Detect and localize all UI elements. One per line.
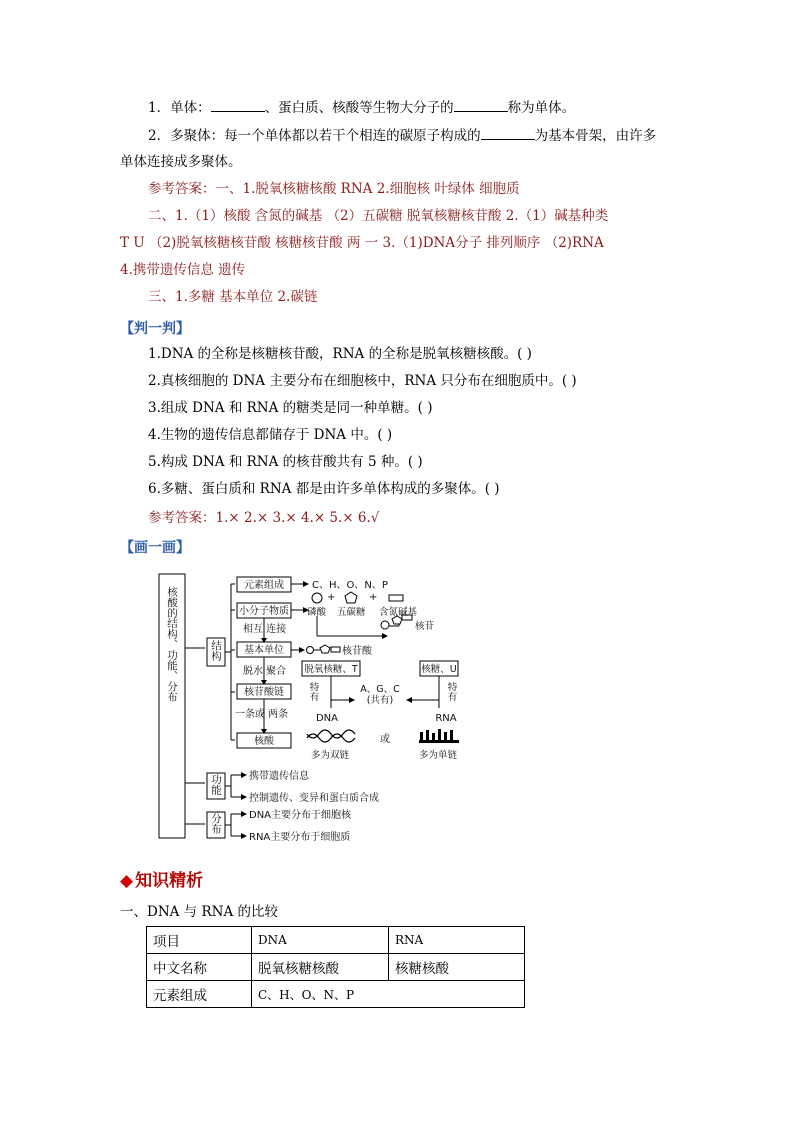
answer-line-4: 4.携带遗传信息 遗传 — [120, 262, 246, 278]
answer-line-3: T U （2)脱氧核糖核苷酸 核糖核苷酸 两 一 3.（1)DNA分子 排列顺序 （2)RNA — [120, 235, 604, 251]
root-label: 核酸的结构、功能、分布 — [166, 586, 178, 702]
double-strand-label: 多为双链 — [310, 750, 350, 761]
intro-text: 称为单体。 — [507, 100, 576, 116]
rna-single-strand-icon — [419, 729, 459, 743]
shared-label: (共有) — [366, 695, 394, 706]
function-item-2: 控制遗传、变异和蛋白质合成 — [249, 793, 379, 804]
table-cell: 中文名称 — [147, 954, 252, 981]
small-molecule-label: 小分子物质 — [239, 606, 289, 617]
plus-sign: + — [369, 592, 378, 603]
intro-text: 、蛋白质、核酸等生物大分子的 — [264, 100, 454, 116]
base-icon — [331, 647, 340, 652]
comparison-table — [146, 926, 525, 1008]
table-cell: RNA — [389, 927, 525, 954]
answer-line-2: 二、1.（1）核酸 含氮的碱基 （2）五碳糖 脱氧核糖核苷酸 2.（1）碱基种类 — [148, 208, 609, 224]
rna-label: RNA — [435, 713, 457, 724]
section-heading — [120, 866, 203, 891]
function-label: 功能 — [210, 774, 222, 795]
shared-bases-label: A、G、C — [360, 684, 400, 695]
judge-item: 3.组成 DNA 和 RNA 的糖类是同一种单糖。( ) — [148, 400, 433, 416]
judge-item: 2.真核细胞的 DNA 主要分布在细胞核中，RNA 只分布在细胞质中。( ) — [148, 373, 577, 389]
connect-label: 相互 连接 — [243, 624, 287, 635]
nucleic-acid-concept-map — [157, 570, 557, 845]
basic-unit-label: 基本单位 — [244, 645, 284, 656]
table-cell: 脱氧核糖核酸 — [252, 954, 389, 981]
intro-text: 2．多聚体：每一个单体都以若干个相连的碳原子构成的 — [148, 128, 481, 144]
dna-label: DNA — [315, 713, 339, 724]
fill-blank[interactable] — [211, 97, 265, 112]
nucleotide-label: 核苷酸 — [342, 646, 372, 657]
table-cell: 项目 — [147, 927, 252, 954]
section-heading-text: 知识精析 — [135, 871, 204, 891]
answer-line-1: 参考答案：一、1.脱氧核糖核酸 RNA 2.细胞核 叶绿体 细胞质 — [148, 181, 520, 197]
distribution-label: 分布 — [210, 813, 222, 834]
pentose-icon — [320, 645, 330, 653]
table-row — [147, 954, 525, 981]
answer-line-5: 三、1.多糖 基本单位 2.碳链 — [148, 289, 318, 305]
dehydrate-label: 脱水 聚合 — [243, 666, 287, 677]
ribose-label: 核糖、U — [421, 664, 457, 675]
structure-label: 结构 — [210, 640, 222, 661]
draw-tag: 【画一画】 — [120, 540, 190, 556]
nucleoside-label: 核苷 — [415, 621, 435, 632]
dna-specific-label: 特有 — [307, 682, 319, 701]
base-icon — [389, 595, 403, 601]
table-cell: DNA — [252, 927, 389, 954]
judge-answer: 参考答案：1.× 2.× 3.× 4.× 5.× 6.√ — [148, 510, 380, 526]
pentose-label: 五碳糖 — [337, 607, 366, 618]
judge-tag: 【判一判】 — [120, 321, 190, 337]
plus-sign: + — [327, 592, 336, 603]
elements-value: C、H、O、N、P — [312, 580, 388, 591]
phosphate-icon — [312, 593, 322, 603]
table-cell: 元素组成 — [147, 981, 252, 1008]
judge-item: 1.DNA 的全称是核糖核苷酸，RNA 的全称是脱氧核糖核酸。( ) — [148, 346, 532, 362]
table-cell: 核糖核酸 — [389, 954, 525, 981]
section-subhead: 一、DNA 与 RNA 的比较 — [120, 904, 278, 920]
rna-specific-label: 特有 — [445, 682, 457, 701]
fill-blank[interactable] — [454, 97, 508, 112]
nucleotide-chain-label: 核苷酸链 — [244, 687, 284, 698]
intro-line-3: 单体连接成多聚体。 — [120, 154, 242, 170]
deoxyribose-label: 脱氧核糖、T — [304, 664, 358, 675]
judge-item: 6.多糖、蛋白质和 RNA 都是由许多单体构成的多聚体。( ) — [148, 481, 500, 497]
elements-box-label: 元素组成 — [244, 580, 284, 591]
judge-item: 4.生物的遗传信息都储存于 DNA 中。( ) — [148, 427, 393, 443]
dna-double-helix-icon — [307, 730, 355, 742]
distribution-item-1: DNA主要分布于细胞核 — [249, 810, 352, 821]
table-row — [147, 981, 525, 1008]
fill-blank[interactable] — [481, 125, 535, 140]
chains-label: 一条或 两条 — [235, 709, 289, 720]
pentose-icon — [345, 592, 357, 603]
phosphate-label: 磷酸 — [307, 607, 327, 618]
single-strand-label: 多为单链 — [418, 750, 458, 761]
phosphate-icon — [307, 647, 314, 654]
base-label: 含氮碱基 — [379, 607, 418, 618]
table-cell: C、H、O、N、P — [252, 981, 525, 1008]
distribution-item-2: RNA主要分布于细胞质 — [249, 832, 351, 843]
judge-item: 5.构成 DNA 和 RNA 的核苷酸共有 5 种。( ) — [148, 454, 423, 470]
nucleic-acid-label: 核酸 — [254, 736, 274, 747]
intro-text: 1．单体： — [148, 100, 211, 116]
phosphate-icon — [381, 621, 389, 629]
diamond-bullet-icon: ◆ — [120, 871, 134, 891]
function-item-1: 携带遗传信息 — [249, 771, 309, 782]
table-row — [147, 927, 525, 954]
intro-line-1 — [148, 97, 575, 118]
intro-text: 为基本骨架，由许多 — [534, 128, 657, 144]
or-label: 或 — [380, 734, 390, 745]
intro-line-2 — [148, 125, 656, 146]
